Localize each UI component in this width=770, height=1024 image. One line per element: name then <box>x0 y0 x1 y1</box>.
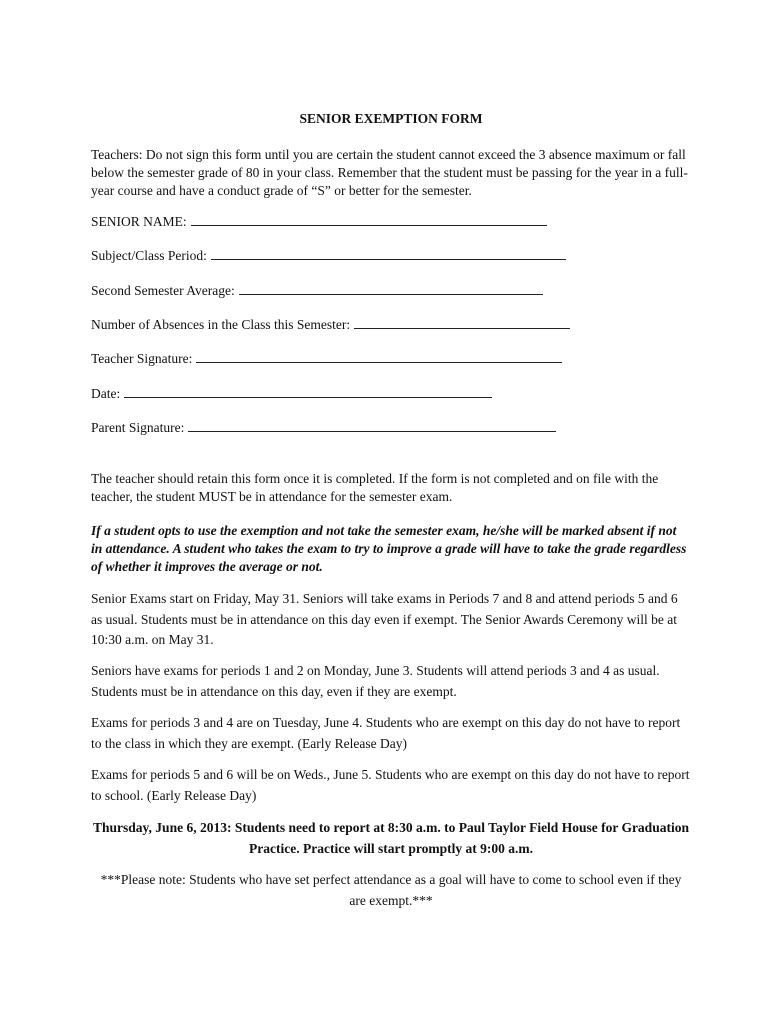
teacher-signature-label: Teacher Signature: <box>91 351 193 366</box>
senior-name-label: SENIOR NAME: <box>91 214 187 229</box>
schedule-june-4: Exams for periods 3 and 4 are on Tuesday, June 4. Students who are exempt on this day do not have to report to the class in which they are exempt. (Early Release Day) <box>91 715 681 751</box>
subject-class-period-label: Subject/Class Period: <box>91 248 207 263</box>
subject-class-period-field <box>91 247 566 265</box>
schedule-june-3: Seniors have exams for periods 1 and 2 on Monday, June 3. Students will attend periods 3 and 4 as usual. Students must be in attendance on this day, even if they are exempt. <box>91 663 660 699</box>
schedule-june-5: Exams for periods 5 and 6 will be on Weds., June 5. Students who are exempt on this day do not have to report to school. (Early Release Day) <box>91 767 690 803</box>
date-field <box>91 385 492 403</box>
graduation-practice-note: Thursday, June 6, 2013: Students need to report at 8:30 a.m. to Paul Taylor Field House for Graduation Practice. Practice will start promptly at 9:00 a.m. <box>93 820 689 856</box>
teacher-instructions: Teachers: Do not sign this form until you are certain the student cannot exceed the 3 absence maximum or fall below the semester grade of 80 in your class. Remember that the student must be passing for the year in a full-year course and have a conduct grade of “S” or better for the semester. <box>91 147 688 198</box>
parent-signature-blank[interactable] <box>188 419 556 432</box>
second-semester-average-label: Second Semester Average: <box>91 283 235 298</box>
parent-signature-field <box>91 419 556 437</box>
date-label: Date: <box>91 386 121 401</box>
teacher-signature-field <box>91 350 562 368</box>
form-title: SENIOR EXEMPTION FORM <box>299 111 483 126</box>
parent-signature-label: Parent Signature: <box>91 420 185 435</box>
second-semester-average-blank[interactable] <box>239 282 543 295</box>
subject-class-period-blank[interactable] <box>211 247 566 260</box>
second-semester-average-field <box>91 282 543 300</box>
exemption-warning: If a student opts to use the exemption and not take the semester exam, he/she will be marked absent if not in attendance. A student who takes the exam to try to improve a grade will have to take the grade regardless of whether it improves the average or not. <box>91 523 687 574</box>
senior-name-field <box>91 213 547 231</box>
senior-name-blank[interactable] <box>191 213 547 226</box>
date-blank[interactable] <box>124 385 492 398</box>
absences-field <box>91 316 570 334</box>
absences-label: Number of Absences in the Class this Semester: <box>91 317 351 332</box>
absences-blank[interactable] <box>354 316 570 329</box>
schedule-may-31: Senior Exams start on Friday, May 31. Seniors will take exams in Periods 7 and 8 and attend periods 5 and 6 as usual. Students must be in attendance on this day even if exempt. The Senior Awards Ceremony will be at 10:30 a.m. on May 31. <box>91 591 678 647</box>
perfect-attendance-note: ***Please note: Students who have set perfect attendance as a goal will have to come to school even if they are exempt.*** <box>100 872 682 908</box>
retain-form-note: The teacher should retain this form once it is completed. If the form is not completed and on file with the teacher, the student MUST be in attendance for the semester exam. <box>91 471 659 504</box>
teacher-signature-blank[interactable] <box>196 350 562 363</box>
